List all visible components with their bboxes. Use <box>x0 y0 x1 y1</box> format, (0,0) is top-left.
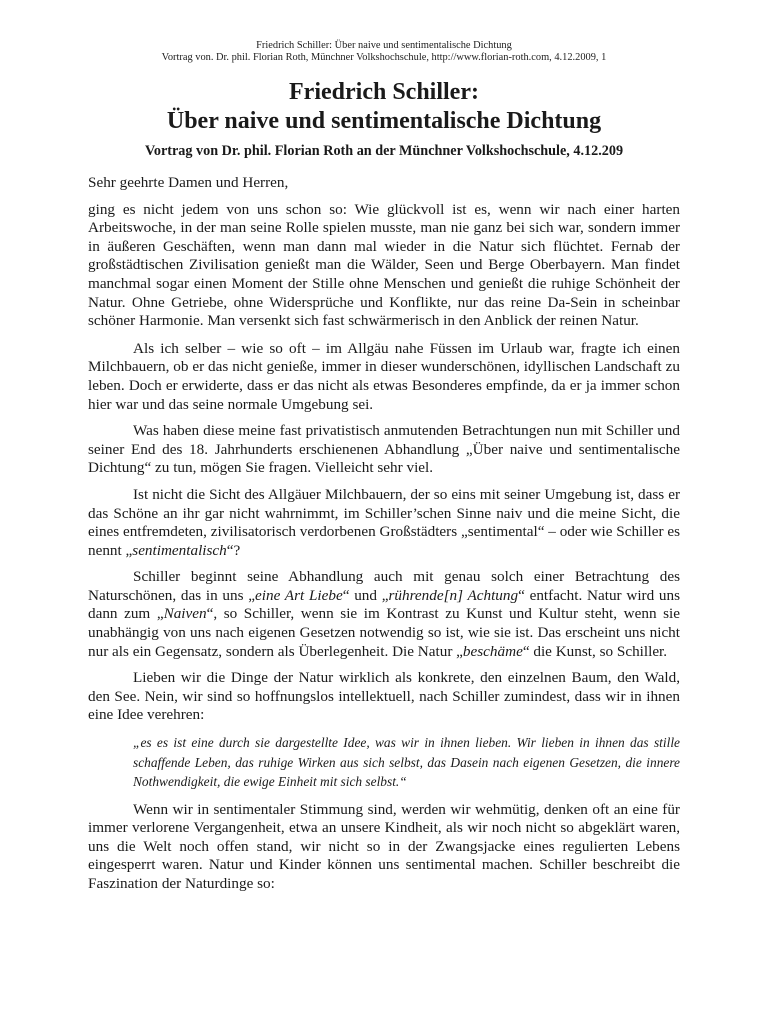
paragraph-5-emphasis-3: Naiven <box>163 605 207 623</box>
paragraph-7: Wenn wir in sentimentaler Stimmung sind, werden wir wehmütig, denken oft an eine für immer verlorene Vergangenheit, etwa an unsere Kindheit, als wir noch nicht so abgeklärt waren, uns die Welt noch offen stand, wir nicht so in der Zwangsjacke eines regulierten Lebens eingesperrt waren. Natur und Kinder können uns sentimental machen. Schiller beschreibt die Faszination der Naturdinge so: <box>88 800 680 892</box>
block-quote: „es es ist eine durch sie dargestellte Idee, was wir in ihnen lieben. Wir lieben in ihnen das stille schaffende Leben, das ruhige Wirken aus sich selbst, das Dasein nach eigenen Gesetzen, die innere Nothwendigkeit, die ewige Einheit mit sich selbst.“ <box>133 735 680 790</box>
salutation: Sehr geehrte Damen und Herren, <box>88 174 289 191</box>
paragraph-5-text-e: “ die Kunst, so Schiller. <box>522 642 668 660</box>
paragraph-5 <box>88 568 680 661</box>
title-line-1: Friedrich Schiller: <box>289 79 479 105</box>
paragraph-5-text-b: “ und „ <box>342 586 389 604</box>
paragraph-5-emphasis-1: eine Art Liebe <box>255 586 343 604</box>
paragraph-2: Als ich selber – wie so oft – im Allgäu nahe Füssen im Urlaub war, fragte ich einen Milchbauern, ob er das nicht genieße, immer in dieser wunderschönen, idyllischen Landschaft zu leben. Doch er erwiderte, dass er das nicht als etwas Besonderes empfinde, da er ja immer schon hier war und das seine normale Umgebung sei. <box>88 339 680 413</box>
paragraph-5-emphasis-4: beschäme <box>462 642 523 660</box>
document-subtitle: Vortrag von Dr. phil. Florian Roth an der Münchner Volkshochschule, 4.12.209 <box>144 143 624 159</box>
header-line-1: Friedrich Schiller: Über naive und sentimentalische Dichtung <box>256 40 512 51</box>
paragraph-4-text-b: “? <box>226 541 241 559</box>
running-header <box>88 40 680 64</box>
paragraph-5-text-c: “ entfacht. Natur wird uns dann zum „ <box>88 586 681 623</box>
document-body <box>88 174 680 894</box>
paragraph-5-text-a: Schiller beginnt seine Abhandlung auch mit genau solch einer Betrachtung des Naturschönen, das in uns „ <box>88 568 680 604</box>
paragraph-3: Was haben diese meine fast privatistisch anmutenden Betrachtungen nun mit Schiller und seiner End des 18. Jahrhunderts erschienenen Abhandlung „Über naive und sentimentalische Dichtung“ zu tun, mögen Sie fragen. Vielleicht sehr viel. <box>88 422 680 477</box>
header-line-2: Vortrag von. Dr. phil. Florian Roth, Münchner Volkshochschule, http://www.florian-roth.com, 4.12.2009, 1 <box>161 52 607 63</box>
paragraph-6: Lieben wir die Dinge der Natur wirklich als konkrete, den einzelnen Baum, den Wald, den See. Nein, wir sind so hoffnungslos intellektuell, nach Schiller zumindest, dass wir in ihnen eine Idee verehren: <box>88 669 680 724</box>
paragraph-4-text-a: Ist nicht die Sicht des Allgäuer Milchbauern, der so eins mit seiner Umgebung ist, dass er das Schöne an ihr gar nicht wahrnimmt, im Schiller’schen Sinne naiv und die meine Sicht, die eines entfremdeten, zivilisatorisch verdorbenen Großstädters „sentimental“ – oder wie Schiller es nennt „ <box>88 485 680 559</box>
paragraph-5-emphasis-2: rührende[n] Achtung <box>388 586 519 604</box>
document-title <box>88 78 680 136</box>
paragraph-1: ging es nicht jedem von uns schon so: Wie glückvoll ist es, wenn wir nach einer harten Arbeitswoche, in der man seine Rolle spielen musste, man nie ganz bei sich war, sondern immer in äußeren Geschäften, wenn man dann mal wieder in die Natur sich flüchtet. Fernab der großstädtischen Zivilisation genießt man die Wälder, Seen und Berge Oberbayern. Man findet manchmal sogar einen Moment der Stille ohne Menschen und genießt die ruhige Schönheit der Natur. Ohne Getriebe, ohne Widersprüche und Konflikte, nur das reine Da-Sein in scheinbar schöner Harmonie. Man versenkt sich fast schwärmerisch in den Anblick der reinen Natur. <box>88 200 680 330</box>
paragraph-4-emphasis: sentimentalisch <box>132 541 227 559</box>
title-line-2: Über naive und sentimentalische Dichtung <box>166 108 602 134</box>
paragraph-5-text-d: “, so Schiller, wenn sie im Kontrast zu Kunst und Kultur steht, wenn sie unabhängig von uns nach eigenen Gesetzen notwendig so ist, wie sie ist. Das erscheint uns nicht nur als ein Gegensatz, sondern als Überlegenheit. Die Natur „ <box>88 605 680 660</box>
paragraph-4 <box>88 486 680 560</box>
